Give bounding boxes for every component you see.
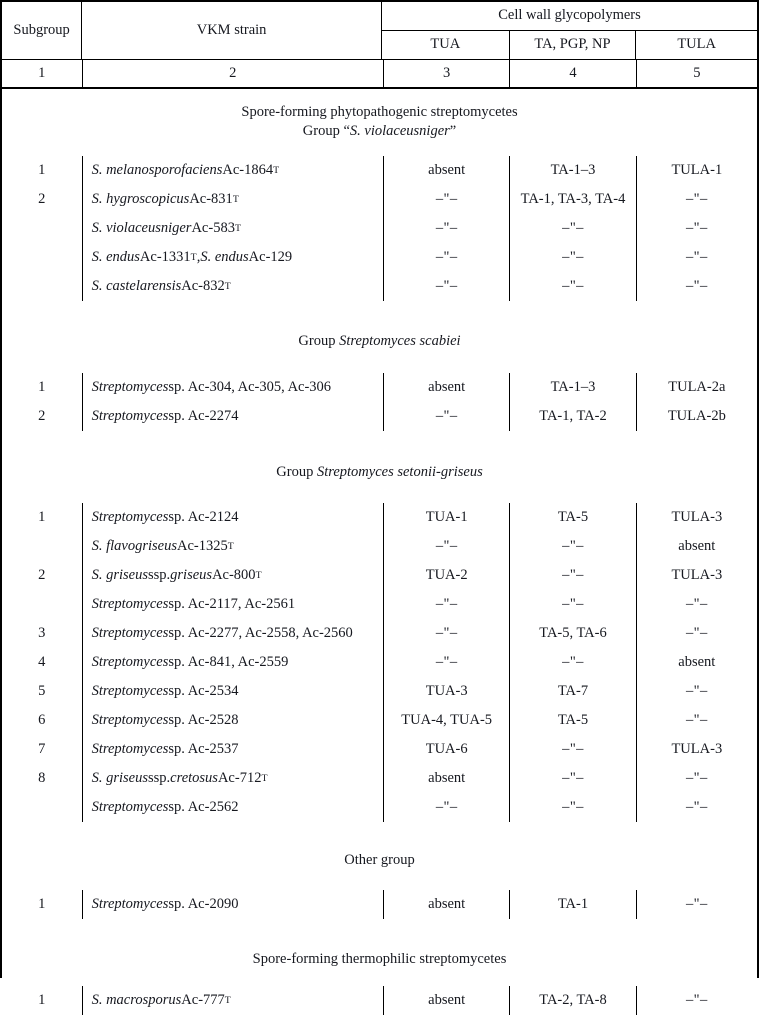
table-row xyxy=(2,373,757,402)
cell-tula: absent xyxy=(636,648,757,677)
section-gap-bottom xyxy=(2,431,757,451)
cell-vkm-strain: S. griseus ssp. cretosus Ac-712 T xyxy=(82,764,383,793)
column-number-2: 2 xyxy=(82,60,383,87)
cell-ta-pgp-np: –"– xyxy=(509,272,635,301)
cell-tula: TULA-2b xyxy=(636,402,757,431)
cell-ta-pgp-np: TA-7 xyxy=(509,677,635,706)
cell-subgroup xyxy=(2,243,82,272)
cell-subgroup xyxy=(2,590,82,619)
section-gap-top xyxy=(2,451,757,463)
table-row xyxy=(2,402,757,431)
cell-tula: TULA-1 xyxy=(636,156,757,185)
table-row xyxy=(2,890,757,919)
cell-subgroup: 1 xyxy=(38,895,46,912)
cell-ta-pgp-np: TA-2, TA-8 xyxy=(509,986,635,1015)
column-number-1: 1 xyxy=(38,64,46,81)
cell-vkm-strain: S. macrosporus Ac-777 T xyxy=(82,986,383,1015)
cell-tula: –"– xyxy=(636,185,757,214)
cell-subgroup xyxy=(2,214,82,243)
cell-ta-pgp-np: TA-1–3 xyxy=(509,156,635,185)
cell-subgroup: 6 xyxy=(38,712,46,729)
cell-vkm-strain: Streptomyces sp. Ac-2124 xyxy=(82,503,383,532)
section-heading: Spore-forming thermophilic streptomycetes xyxy=(252,950,507,967)
cell-tua: –"– xyxy=(383,619,509,648)
section-gap-bottom xyxy=(2,822,757,839)
table-row xyxy=(2,735,757,764)
table-row xyxy=(2,648,757,677)
table-row xyxy=(2,214,757,243)
cell-ta-pgp-np: –"– xyxy=(509,532,635,561)
cell-vkm-strain: S. griseus ssp. griseus Ac-800 T xyxy=(82,561,383,590)
cell-tua: TUA-3 xyxy=(383,677,509,706)
cell-ta-pgp-np: TA-1, TA-2 xyxy=(509,402,635,431)
cell-tula: –"– xyxy=(636,243,757,272)
cell-tua: absent xyxy=(383,156,509,185)
table-row xyxy=(2,619,757,648)
cell-tua: –"– xyxy=(383,214,509,243)
table-row xyxy=(2,561,757,590)
cell-tua: TUA-4, TUA-5 xyxy=(383,706,509,735)
header-cell-glycopolymers: Cell wall glycopolymers xyxy=(382,2,757,31)
cell-vkm-strain: Streptomyces sp. Ac-841, Ac-2559 xyxy=(82,648,383,677)
cell-subgroup: 3 xyxy=(38,625,46,642)
cell-tula: –"– xyxy=(636,214,757,243)
cell-subgroup xyxy=(2,272,82,301)
cell-vkm-strain: S. violaceusniger Ac-583 T xyxy=(82,214,383,243)
cell-subgroup: 1 xyxy=(38,992,46,1009)
cell-tula: –"– xyxy=(636,590,757,619)
cell-ta-pgp-np: TA-5 xyxy=(509,503,635,532)
cell-ta-pgp-np: –"– xyxy=(509,764,635,793)
cell-subgroup xyxy=(2,793,82,822)
section-heading: Group Streptomyces scabiei xyxy=(298,333,461,350)
table-row xyxy=(2,764,757,793)
section-gap-below-heading xyxy=(2,481,757,503)
cell-subgroup: 5 xyxy=(38,683,46,700)
cell-tula: –"– xyxy=(636,764,757,793)
section-gap-top xyxy=(2,89,757,103)
table-row xyxy=(2,986,757,1015)
cell-tua: –"– xyxy=(383,590,509,619)
section-gap-below-heading xyxy=(2,870,757,890)
cell-tula: TULA-3 xyxy=(636,735,757,764)
cell-ta-pgp-np: TA-5 xyxy=(509,706,635,735)
cell-tula: –"– xyxy=(636,706,757,735)
header-cell-strain: VKM strain xyxy=(81,2,381,59)
column-number-4: 4 xyxy=(509,60,635,87)
cell-tula: –"– xyxy=(636,793,757,822)
cell-tula: –"– xyxy=(636,677,757,706)
cell-subgroup: 2 xyxy=(38,407,46,424)
cell-tua: –"– xyxy=(383,648,509,677)
cell-vkm-strain: S. flavogriseus Ac-1325 T xyxy=(82,532,383,561)
table-row xyxy=(2,793,757,822)
cell-vkm-strain: S. hygroscopicus Ac-831 T xyxy=(82,185,383,214)
section-gap-below-heading xyxy=(2,968,757,986)
section-gap-bottom xyxy=(2,1015,757,1029)
cell-vkm-strain: Streptomyces sp. Ac-2277, Ac-2558, Ac-2560 xyxy=(82,619,383,648)
cell-tua: absent xyxy=(383,890,509,919)
cell-subgroup: 1 xyxy=(38,509,46,526)
cell-vkm-strain: S. melanosporofaciens Ac-1864 T xyxy=(82,156,383,185)
section-heading: Spore-forming phytopathogenic streptomycetes Group “S. violaceusniger” xyxy=(241,104,518,139)
cell-tula: TULA-3 xyxy=(636,503,757,532)
header-cell-ta-pgp-np: TA, PGP, NP xyxy=(509,31,636,59)
section-gap-top xyxy=(2,940,757,950)
column-number-3: 3 xyxy=(383,60,509,87)
cell-ta-pgp-np: –"– xyxy=(509,590,635,619)
cell-vkm-strain: S. castelarensis Ac-832 T xyxy=(82,272,383,301)
header-top-row xyxy=(2,2,757,59)
table-body xyxy=(2,89,757,1029)
table-row xyxy=(2,677,757,706)
cell-vkm-strain: Streptomyces sp. Ac-2537 xyxy=(82,735,383,764)
table-row xyxy=(2,503,757,532)
cell-tua: –"– xyxy=(383,243,509,272)
cell-tua: TUA-2 xyxy=(383,561,509,590)
section-gap-bottom xyxy=(2,919,757,940)
cell-vkm-strain: Streptomyces sp. Ac-2090 xyxy=(82,890,383,919)
cell-ta-pgp-np: –"– xyxy=(509,243,635,272)
table-row xyxy=(2,532,757,561)
column-number-row xyxy=(2,60,757,87)
cell-subgroup xyxy=(2,532,82,561)
cell-tua: –"– xyxy=(383,272,509,301)
section-gap-top xyxy=(2,320,757,332)
cell-subgroup: 2 xyxy=(38,567,46,584)
cell-ta-pgp-np: TA-1–3 xyxy=(509,373,635,402)
cell-ta-pgp-np: –"– xyxy=(509,735,635,764)
cell-tula: –"– xyxy=(636,272,757,301)
cell-vkm-strain: Streptomyces sp. Ac-2117, Ac-2561 xyxy=(82,590,383,619)
cell-tula: TULA-3 xyxy=(636,561,757,590)
cell-tula: –"– xyxy=(636,619,757,648)
cell-tula: –"– xyxy=(636,986,757,1015)
table-row xyxy=(2,706,757,735)
cell-vkm-strain: S. endus Ac-1331 T , S. endus Ac-129 xyxy=(82,243,383,272)
cell-tua: –"– xyxy=(383,532,509,561)
cell-tua: absent xyxy=(383,373,509,402)
table-row xyxy=(2,185,757,214)
cell-tua: –"– xyxy=(383,793,509,822)
table-row xyxy=(2,590,757,619)
section-gap-top xyxy=(2,839,757,851)
cell-vkm-strain: Streptomyces sp. Ac-2534 xyxy=(82,677,383,706)
cell-tua: absent xyxy=(383,764,509,793)
cell-ta-pgp-np: TA-1 xyxy=(509,890,635,919)
cell-vkm-strain: Streptomyces sp. Ac-304, Ac-305, Ac-306 xyxy=(82,373,383,402)
cell-subgroup: 8 xyxy=(38,770,46,787)
table-row xyxy=(2,272,757,301)
cell-subgroup: 7 xyxy=(38,741,46,758)
cell-ta-pgp-np: –"– xyxy=(509,214,635,243)
cell-subgroup: 2 xyxy=(38,191,46,208)
cell-tua: –"– xyxy=(383,402,509,431)
cell-ta-pgp-np: TA-5, TA-6 xyxy=(509,619,635,648)
header-cell-tula: TULA xyxy=(635,31,757,59)
header-cell-tua: TUA xyxy=(430,36,461,53)
table-row xyxy=(2,156,757,185)
section-gap-below-heading xyxy=(2,351,757,373)
cell-ta-pgp-np: –"– xyxy=(509,561,635,590)
cell-tula: TULA-2a xyxy=(636,373,757,402)
cell-ta-pgp-np: –"– xyxy=(509,648,635,677)
cell-tula: absent xyxy=(636,532,757,561)
section-heading: Group Streptomyces setonii-griseus xyxy=(276,463,483,480)
cell-tua: TUA-1 xyxy=(383,503,509,532)
section-gap-bottom xyxy=(2,301,757,320)
header-group-glycopolymers xyxy=(381,2,757,59)
cell-subgroup: 4 xyxy=(38,654,46,671)
cell-vkm-strain: Streptomyces sp. Ac-2274 xyxy=(82,402,383,431)
table-row xyxy=(2,243,757,272)
cell-tua: –"– xyxy=(383,185,509,214)
cell-vkm-strain: Streptomyces sp. Ac-2562 xyxy=(82,793,383,822)
cell-ta-pgp-np: –"– xyxy=(509,793,635,822)
cell-ta-pgp-np: TA-1, TA-3, TA-4 xyxy=(509,185,635,214)
cell-tula: –"– xyxy=(636,890,757,919)
table-header xyxy=(2,2,757,60)
cell-subgroup: 1 xyxy=(38,378,46,395)
cell-tua: TUA-6 xyxy=(383,735,509,764)
header-cell-subgroup: Subgroup xyxy=(13,21,70,38)
section-gap-below-heading xyxy=(2,140,757,156)
cell-tua: absent xyxy=(383,986,509,1015)
column-number-5: 5 xyxy=(636,60,757,87)
cell-vkm-strain: Streptomyces sp. Ac-2528 xyxy=(82,706,383,735)
cell-subgroup: 1 xyxy=(38,162,46,179)
header-subcolumn-row xyxy=(382,31,757,59)
section-heading: Other group xyxy=(344,852,415,869)
